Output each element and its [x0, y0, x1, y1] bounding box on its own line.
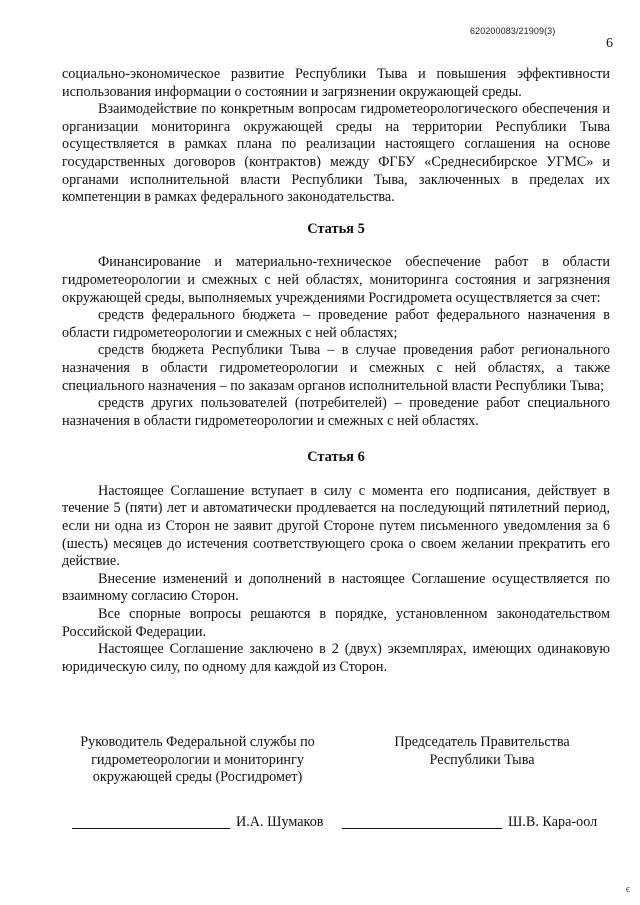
left-signature-line: [72, 828, 230, 829]
article-6-heading: Статья 6: [307, 449, 365, 466]
right-signatory-title: Председатель Правительства Республики Тыва: [394, 734, 570, 768]
document-id: 620200083/21909(3): [470, 26, 556, 36]
page-number: 6: [606, 36, 613, 51]
list-item: средств бюджета Республики Тыва – в случае проведения работ регионального назначения в области гидрометеорологии и смежных с ней областях, а также специального назначения – по заказам органов исполнительной власти Республики Тыва;: [62, 342, 610, 394]
paragraph: Финансирование и материально-техническое обеспечение работ в области гидрометеорологии и смежных с ней областях, мониторинга состояния и загрязнения окружающей среды, выполняемых учреждениями Росгидромета осуществляется за счет:: [62, 254, 610, 306]
article-5-heading: Статья 5: [307, 220, 365, 237]
corner-mark: ꞓ: [625, 884, 630, 894]
paragraph: Настоящее Соглашение вступает в силу с момента его подписания, действует в течение 5 (пяти) лет и автоматически продлевается на последующий пятилетний период, если ни одна из Сторон не заявит другой Стороне путем письменного уведомления за 6 (шесть) месяцев до истечения соответствующего срока о своем желании прекратить его действие.: [62, 482, 610, 570]
paragraph: Настоящее Соглашение заключено в 2 (двух) экземплярах, имеющих одинаковую юридическую силу, по одному для каждой из Сторон.: [62, 641, 610, 675]
paragraph: Внесение изменений и дополнений в настоящее Соглашение осуществляется по взаимному согласию Сторон.: [62, 570, 610, 605]
left-signatory-title: Руководитель Федеральной службы по гидрометеорологии и мониторингу окружающей среды (Росгидромет): [80, 734, 315, 786]
list-item: средств других пользователей (потребителей) – проведение работ специального назначения в области гидрометеорологии и смежных с ней областях.: [62, 395, 610, 429]
document-body: [62, 66, 610, 676]
paragraph: Взаимодействие по конкретным вопросам гидрометеорологического обеспечения и организации мониторинга окружающей среды на территории Республики Тыва осуществляется в рамках плана по реализации настоящего соглашения на основе государственных договоров (контрактов) между ФГБУ «Среднесибирское УГМС» и органами исполнительной власти Республики Тыва, заключенных в пределах их компетенции в рамках федерального законодательства.: [62, 101, 610, 206]
right-signatory-name: Ш.В. Кара-оол: [508, 814, 598, 830]
paragraph: Все спорные вопросы решаются в порядке, установленном законодательством Российской Федерации.: [62, 606, 610, 640]
right-signature-line: [342, 828, 502, 829]
left-signatory-name: И.А. Шумаков: [236, 814, 324, 830]
list-item: средств федерального бюджета – проведение работ федерального назначения в области гидрометеорологии и смежных с ней областях;: [62, 307, 610, 341]
paragraph: социально-экономическое развитие Республики Тыва и повышения эффективности использования информации о состоянии и загрязнении окружающей среды.: [62, 66, 610, 100]
